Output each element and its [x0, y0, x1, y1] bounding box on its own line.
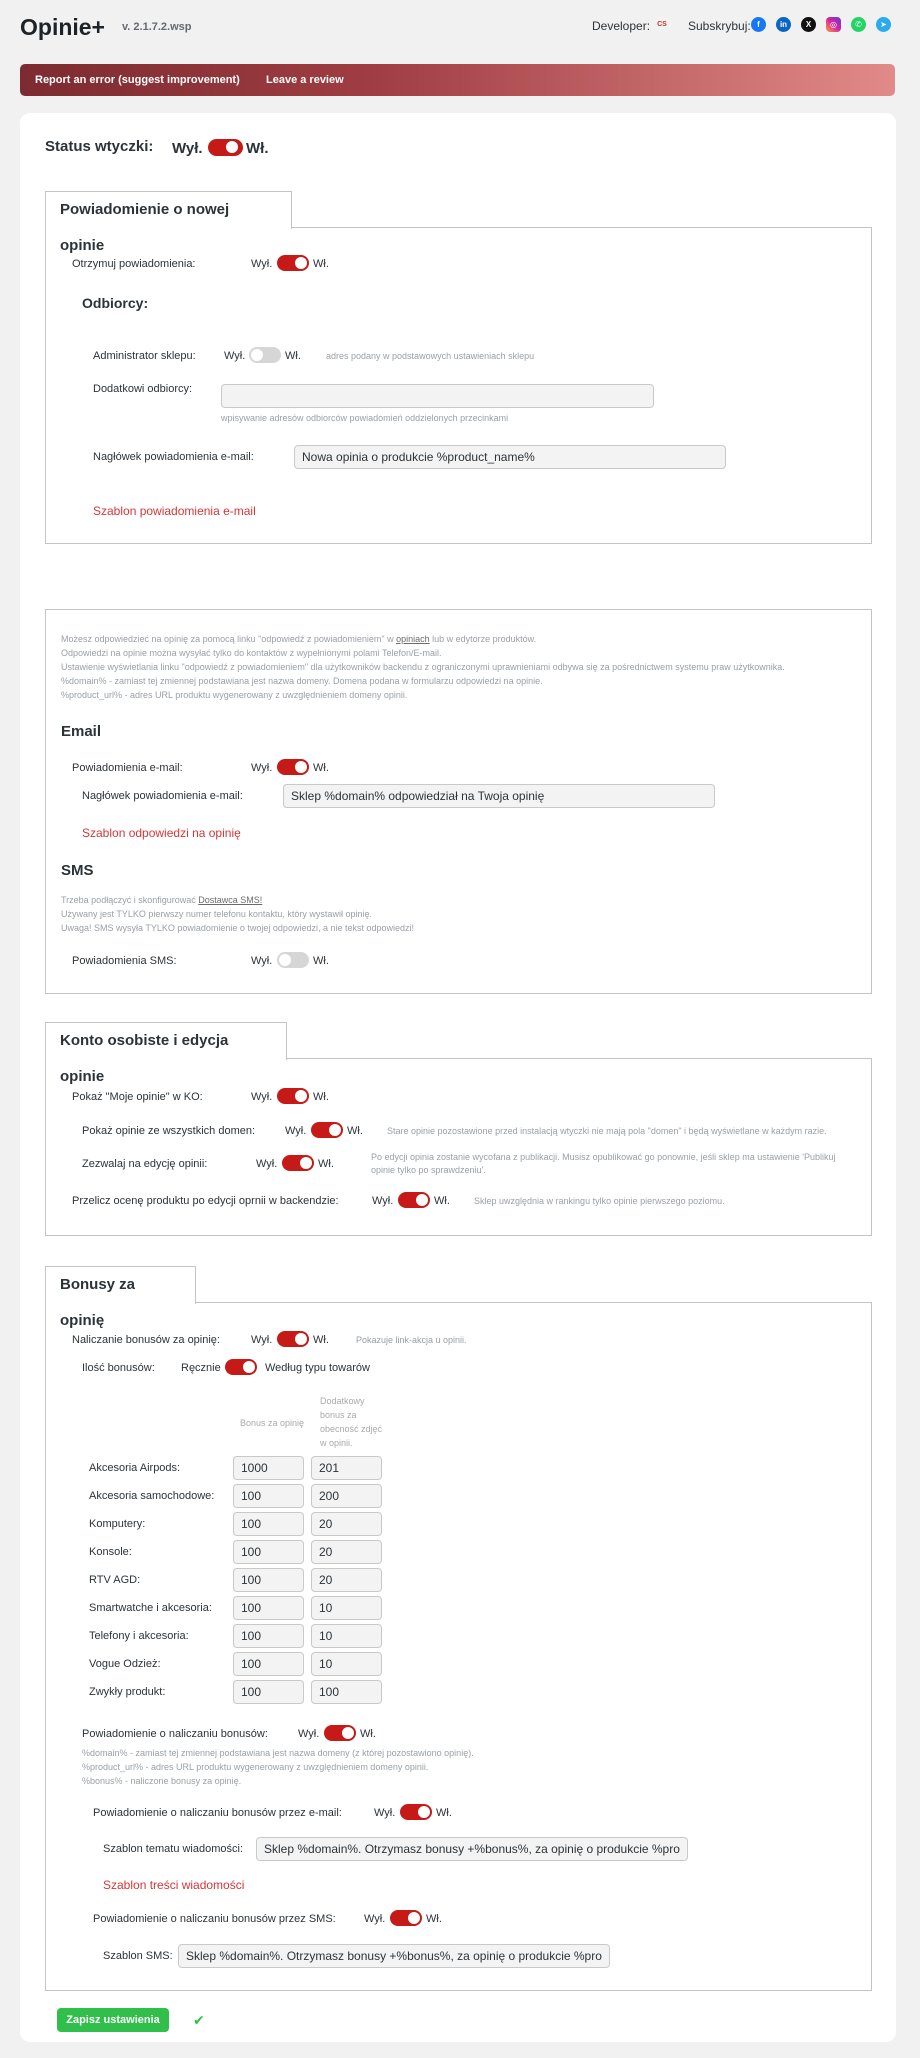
bonus-accrual-toggle[interactable] [277, 1331, 309, 1347]
plugin-status-toggle[interactable] [208, 139, 243, 156]
bonus-email-toggle[interactable] [400, 1804, 432, 1820]
bonus-sms-on: Wł. [426, 1913, 442, 1925]
bonus-email-off: Wył. [374, 1807, 396, 1819]
all-domains-on: Wł. [347, 1125, 363, 1137]
bonus-email-on: Wł. [436, 1807, 452, 1819]
extra-recipients-hint: wpisywanie adresów odbiorców powiadomień oddzielonych przecinkami [221, 413, 509, 423]
bonus-sms-toggle[interactable] [390, 1910, 422, 1926]
reply-info-line-5: %product_url% - adres URL produktu wygenerowany z uwzględnieniem domeny opinii. [61, 690, 408, 700]
instagram-icon[interactable]: ◎ [826, 17, 841, 32]
sms-info-line-1 [61, 895, 262, 905]
bonus-by-type-label: Według typu towarów [265, 1362, 370, 1374]
admin-on-label: Wł. [285, 350, 301, 362]
sms-info-line-3: Uwaga! SMS wysyła TYLKO powiadomienie o twojej odpowiedzi, a nie tekst odpowiedzi! [61, 923, 415, 933]
bonus-sms-tpl-label: Szablon SMS: [103, 1950, 173, 1962]
email-subject-label: Nagłówek powiadomienia e-mail: [93, 451, 254, 463]
recalc-rating-toggle[interactable] [398, 1192, 430, 1208]
all-domains-toggle[interactable] [311, 1122, 343, 1138]
bonus-notify-label: Powiadomienie o naliczaniu bonusów: [82, 1728, 268, 1740]
bonus-var-line-1: %domain% - zamiast tej zmiennej podstawiana jest nazwa domeny (z której pozostawiono opinię). [82, 1748, 474, 1758]
subscribe-label: Subskrybuj: [688, 19, 751, 33]
recalc-rating-label: Przelicz ocenę produktu po edycji oprnii w backendzie: [72, 1195, 339, 1207]
recalc-rating-off: Wył. [372, 1195, 394, 1207]
allow-edit-hint-2: opinie tylko po sprawdzeniu'. [371, 1165, 486, 1175]
reply-email-toggle[interactable] [277, 759, 309, 775]
bonus-photo-input[interactable] [311, 1484, 382, 1508]
recalc-rating-hint: Sklep uwzględnia w rankingu tylko opinie pierwszego poziomu. [474, 1196, 725, 1206]
x-icon[interactable]: X [801, 17, 816, 32]
recalc-rating-on: Wł. [434, 1195, 450, 1207]
bonus-notify-off: Wył. [298, 1728, 320, 1740]
reply-email-subject-input[interactable] [283, 784, 715, 808]
developer-logo-text: CS [657, 21, 667, 28]
bonus-photo-input[interactable] [311, 1624, 382, 1648]
telegram-icon[interactable]: ➤ [876, 17, 891, 32]
reply-info-1-start: Możesz odpowiedzieć na opinię za pomocą linku "odpowiedź z powiadomieniem" w [61, 634, 397, 644]
reply-email-notif-label: Powiadomienia e-mail: [72, 762, 183, 774]
plugin-status-off: Wył. [172, 140, 203, 157]
reply-email-on-label: Wł. [313, 762, 329, 774]
bonus-row-label: Vogue Odzież: [89, 1658, 161, 1670]
extra-recipients-input[interactable] [221, 384, 654, 408]
bonus-body-template-link[interactable]: Szablon treści wiadomości [103, 1878, 245, 1892]
bonus-review-input[interactable] [233, 1596, 304, 1620]
allow-edit-label: Zezwalaj na edycję opinii: [82, 1158, 208, 1170]
sms-notif-label: Powiadomienia SMS: [72, 955, 177, 967]
reply-template-link[interactable]: Szablon odpowiedzi na opinię [82, 826, 241, 840]
report-error-link[interactable]: Report an error (suggest improvement) [35, 74, 240, 86]
linkedin-icon[interactable]: in [776, 17, 791, 32]
sms-info-line-2: Używany jest TYLKO pierwszy numer telefonu kontaktu, który wystawił opinię. [61, 909, 372, 919]
app-title: Opinie+ [20, 14, 105, 40]
save-settings-button[interactable]: Zapisz ustawienia [57, 2008, 169, 2032]
bonus-photo-input[interactable] [311, 1456, 382, 1480]
bonus-row-label: Telefony i akcesoria: [89, 1630, 189, 1642]
admin-recipient-label: Administrator sklepu: [93, 350, 196, 362]
bonus-amount-label: Ilość bonusów: [82, 1362, 155, 1374]
allow-edit-on: Wł. [318, 1158, 334, 1170]
developer-label: Developer: [592, 19, 651, 33]
bonus-review-input[interactable] [233, 1512, 304, 1536]
tab-account-edit[interactable]: Konto osobiste i edycja opinie [45, 1022, 287, 1060]
bonus-photo-input[interactable] [311, 1596, 382, 1620]
col-photo-line-1: Dodatkowy [320, 1396, 365, 1406]
bonus-subject-tpl-input[interactable] [256, 1837, 688, 1861]
my-reviews-label: Pokaż "Moje opinie" w KO: [72, 1091, 203, 1103]
bonus-review-input[interactable] [233, 1680, 304, 1704]
all-domains-hint: Stare opinie pozostawione przed instalacją wtyczki nie mają pola "domen" i będą wyświetlane w każdym razie. [387, 1126, 827, 1136]
sms-on-label: Wł. [313, 955, 329, 967]
bonus-notify-toggle[interactable] [324, 1725, 356, 1741]
whatsapp-icon[interactable]: ✆ [851, 17, 866, 32]
bonus-review-input[interactable] [233, 1568, 304, 1592]
saved-check-icon: ✔ [193, 2012, 205, 2028]
bonus-var-line-3: %bonus% - naliczone bonusy za opinię. [82, 1776, 242, 1786]
action-banner [20, 64, 895, 96]
all-domains-off: Wył. [285, 1125, 307, 1137]
admin-recipient-toggle[interactable] [249, 347, 281, 363]
bonus-photo-input[interactable] [311, 1652, 382, 1676]
bonus-review-input[interactable] [233, 1484, 304, 1508]
my-reviews-toggle[interactable] [277, 1088, 309, 1104]
account-edit-panel [45, 1058, 872, 1236]
reply-info-line-4: %domain% - zamiast tej zmiennej podstawiana jest nazwa domeny. Domena podana w formularzu odpowiedzi na opinie. [61, 676, 543, 686]
plugin-status-label: Status wtyczki: [45, 138, 154, 155]
reply-email-off-label: Wył. [251, 762, 273, 774]
bonus-accrual-on: Wł. [313, 1334, 329, 1346]
email-template-link[interactable]: Szablon powiadomienia e-mail [93, 504, 256, 518]
receive-off-label: Wył. [251, 258, 273, 270]
allow-edit-off: Wył. [256, 1158, 278, 1170]
sms-off-label: Wył. [251, 955, 273, 967]
bonus-sms-off: Wył. [364, 1913, 386, 1925]
bonus-accrual-hint: Pokazuje link-akcja u opinii. [356, 1335, 467, 1345]
all-domains-label: Pokaż opinie ze wszystkich domen: [82, 1125, 256, 1137]
app-version: v. 2.1.7.2.wsp [122, 21, 192, 33]
bonus-photo-input[interactable] [311, 1568, 382, 1592]
bonus-accrual-off: Wył. [251, 1334, 273, 1346]
reply-info-line-3: Ustawienie wyświetlania linku "odpowiedź z powiadomieniem" dla użytkowników backendu z ograniczonymi uprawnieniami odbywa się za pośrednictwem systemu praw użytkownika. [61, 662, 785, 672]
bonus-row-label: Zwykły produkt: [89, 1686, 166, 1698]
bonus-notify-on: Wł. [360, 1728, 376, 1740]
col-bonus-header: Bonus za opinię [240, 1418, 305, 1428]
facebook-icon[interactable]: f [751, 17, 766, 32]
developer-logo[interactable] [651, 16, 673, 33]
plugin-status-on: Wł. [246, 140, 269, 157]
sms-heading: SMS [61, 862, 94, 879]
allow-edit-toggle[interactable] [282, 1155, 314, 1171]
sms-notif-toggle[interactable] [277, 952, 309, 968]
bonus-photo-input[interactable] [311, 1512, 382, 1536]
receive-notifications-toggle[interactable] [277, 255, 309, 271]
receive-notifications-label: Otrzymuj powiadomienia: [72, 258, 196, 270]
my-reviews-off: Wył. [251, 1091, 273, 1103]
email-subject-input[interactable] [294, 445, 726, 469]
my-reviews-on: Wł. [313, 1091, 329, 1103]
allow-edit-hint-1: Po edycji opinia zostanie wycofana z publikacji. Musisz opublikować go ponownie, jeśli sklep ma ustawienie 'Publikuj [371, 1152, 836, 1162]
bonus-mode-toggle[interactable] [225, 1359, 257, 1375]
reply-info-line-2: Odpowiedzi na opinie można wysyłać tylko do kontaktów z wypełnionymi polami Telefon/E-mail. [61, 648, 442, 658]
bonus-row-label: Smartwatche i akcesoria: [89, 1602, 212, 1614]
bonus-review-input[interactable] [233, 1652, 304, 1676]
bonus-subject-tpl-label: Szablon tematu wiadomości: [103, 1843, 244, 1855]
tab-bonus[interactable]: Bonusy za opinię [45, 1266, 196, 1304]
bonus-var-line-2: %product_url% - adres URL produktu wygenerowany z uwzględnieniem domeny opinii. [82, 1762, 429, 1772]
reply-email-subject-label: Nagłówek powiadomienia e-mail: [82, 790, 243, 802]
bonus-row-label: Akcesoria samochodowe: [89, 1490, 215, 1502]
bonus-review-input[interactable] [233, 1456, 304, 1480]
bonus-email-label: Powiadomienie o naliczaniu bonusów przez e-mail: [93, 1807, 342, 1819]
admin-off-label: Wył. [224, 350, 246, 362]
col-photo-line-4: w opinii. [320, 1438, 353, 1448]
bonus-review-input[interactable] [233, 1540, 304, 1564]
admin-recipient-hint: adres podany w podstawowych ustawieniach sklepu [326, 351, 535, 361]
tab-new-review-notification[interactable]: Powiadomienie o nowej opinie [45, 191, 292, 229]
bonus-photo-input[interactable] [311, 1680, 382, 1704]
bonus-row-label: Akcesoria Airpods: [89, 1462, 181, 1474]
leave-review-link[interactable]: Leave a review [266, 74, 344, 86]
bonus-review-input[interactable] [233, 1624, 304, 1648]
bonus-photo-input[interactable] [311, 1540, 382, 1564]
sms-info-1-start: Trzeba podłączyć i skonfigurować [61, 895, 199, 905]
bonus-row-label: RTV AGD: [89, 1574, 141, 1586]
bonus-accrual-label: Naliczanie bonusów za opinię: [72, 1334, 220, 1346]
col-photo-bonus-header [320, 1395, 382, 1449]
col-photo-line-3: obecność zdjęć [320, 1424, 383, 1434]
col-photo-line-2: bonus za [320, 1410, 357, 1420]
reply-info-1-end: lub w edytorze produktów. [429, 634, 537, 644]
bonus-sms-label: Powiadomienie o naliczaniu bonusów przez SMS: [93, 1913, 336, 1925]
reply-info-line-1 [61, 634, 536, 644]
bonus-manual-label: Ręcznie [181, 1362, 221, 1374]
recipients-heading: Odbiorcy: [82, 295, 149, 311]
bonus-row-label: Konsole: [89, 1546, 132, 1558]
reviews-link[interactable]: opiniach [396, 634, 430, 644]
receive-on-label: Wł. [313, 258, 329, 270]
extra-recipients-label: Dodatkowi odbiorcy: [93, 383, 193, 395]
email-heading: Email [61, 723, 102, 740]
bonus-row-label: Komputery: [89, 1518, 146, 1530]
sms-provider-link[interactable]: Dostawca SMS! [198, 895, 263, 905]
bonus-sms-tpl-input[interactable] [178, 1944, 610, 1968]
